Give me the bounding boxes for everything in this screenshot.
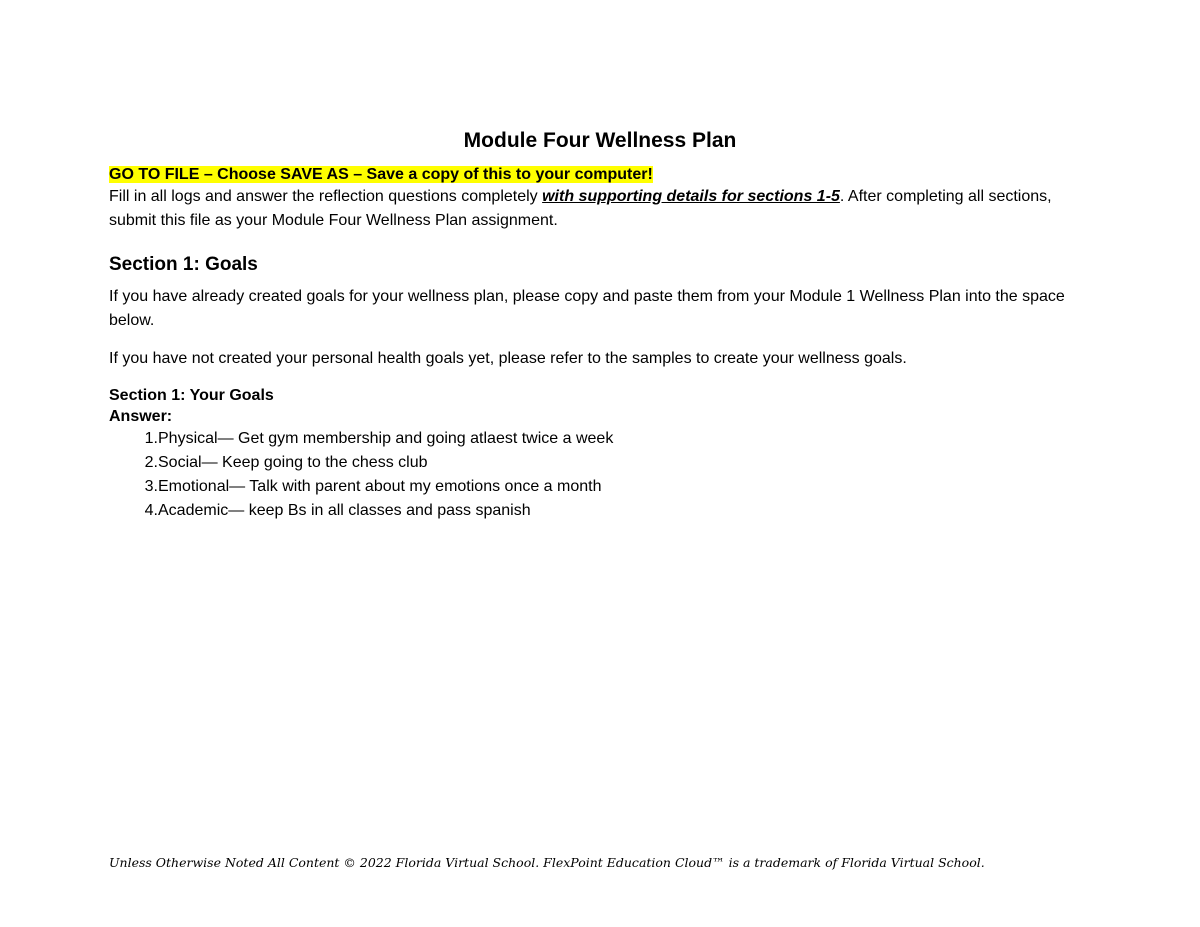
list-item[interactable] [109, 451, 1091, 475]
intro-text-start: Fill in all logs and answer the reflection questions completely [109, 188, 543, 205]
goal-number: 1. [144, 430, 158, 447]
intro-emphasis: with supporting details for sections 1-5 [542, 188, 840, 205]
goal-number: 2. [144, 454, 158, 471]
section-1-heading: Section 1: Goals [109, 254, 258, 275]
save-instruction [109, 165, 1091, 185]
section-1-paragraph-create-goals: If you have not created your personal health goals yet, please refer to the samples to create your wellness goals. [109, 350, 907, 367]
goal-text-social[interactable]: Social— Keep going to the chess club [158, 454, 428, 471]
goal-text-emotional[interactable]: Emotional— Talk with parent about my emotions once a month [158, 478, 602, 495]
copyright-footer: Unless Otherwise Noted All Content © 2022 Florida Virtual School. FlexPoint Education Cloud™ is a trademark of Florida Virtual School. [109, 855, 985, 870]
your-goals-heading: Section 1: Your Goals [109, 387, 274, 404]
goal-text-physical[interactable]: Physical— Get gym membership and going atlaest twice a week [158, 430, 614, 447]
intro-text-end: . After completing all sections, submit this file as your Module Four Wellness Plan assignment. [109, 188, 1052, 229]
list-item[interactable] [109, 475, 1091, 499]
document-title: Module Four Wellness Plan [463, 129, 737, 152]
goals-list [109, 427, 1091, 523]
intro-paragraph [109, 185, 1091, 233]
answer-label: Answer: [109, 408, 173, 425]
section-1-paragraph-copy-goals: If you have already created goals for your wellness plan, please copy and paste them from your Module 1 Wellness Plan into the space below. [109, 288, 1065, 329]
goal-number: 4. [144, 502, 158, 519]
document-body [109, 126, 1091, 523]
list-item[interactable] [109, 499, 1091, 523]
save-instruction-text: GO TO FILE – Choose SAVE AS – Save a copy of this to your computer! [109, 166, 653, 183]
goal-text-academic[interactable]: Academic— keep Bs in all classes and pass spanish [158, 502, 531, 519]
goal-number: 3. [144, 478, 158, 495]
list-item[interactable] [109, 427, 1091, 451]
